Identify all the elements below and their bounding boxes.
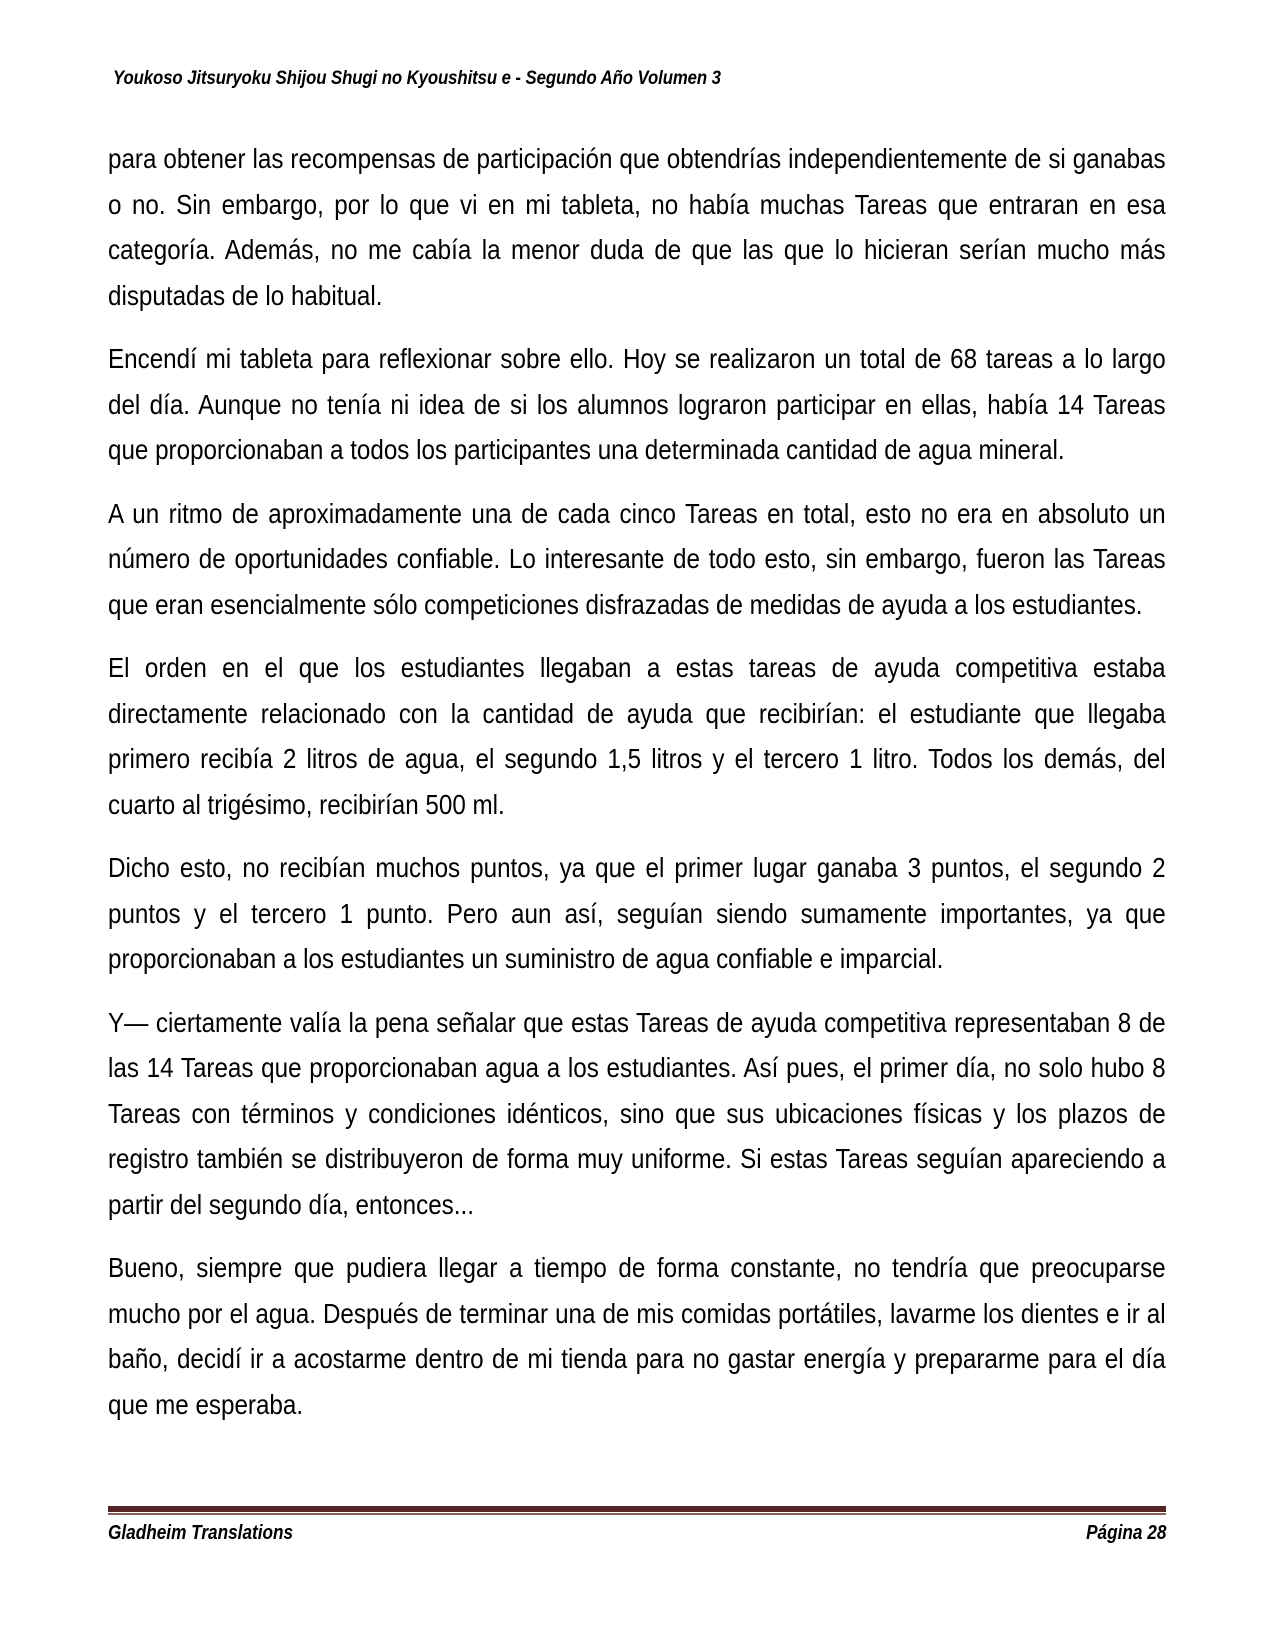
- page-header: [113, 68, 1165, 89]
- footer-divider-thin-bar: [108, 1513, 1166, 1515]
- body-paragraph: A un ritmo de aproximadamente una de cada cinco Tareas en total, esto no era en absoluto un número de oportunidades confiable. Lo interesante de todo esto, sin embargo, fueron las Tareas que eran esencialmente sólo competiciones disfrazadas de medidas de ayuda a los estudiantes.: [108, 497, 1166, 620]
- body-paragraph: para obtener las recompensas de participación que obtendrías independientemente de si ganabas o no. Sin embargo, por lo que vi en mi tableta, no había muchas Tareas que entraran en esa categoría. Además, no me cabía la menor duda de que las que lo hicieran serían mucho más disputadas de lo habitual.: [108, 143, 1166, 311]
- footer-page-number: Página 28: [1085, 1522, 1166, 1544]
- header-title: Youkoso Jitsuryoku Shijou Shugi no Kyoushitsu e - Segundo Año Volumen 3: [113, 67, 721, 89]
- body-paragraph: Bueno, siempre que pudiera llegar a tiempo de forma constante, no tendría que preocuparse mucho por el agua. Después de terminar una de mis comidas portátiles, lavarme los dientes e ir al baño, decidí ir a acostarme dentro de mi tienda para no gastar energía y prepararme para el día que me esperaba.: [108, 1252, 1166, 1420]
- body-paragraph: Dicho esto, no recibían muchos puntos, ya que el primer lugar ganaba 3 puntos, el segundo 2 puntos y el tercero 1 punto. Pero aun así, seguían siendo sumamente importantes, ya que proporcionaban a los estudiantes un suministro de agua confiable e imparcial.: [108, 852, 1166, 974]
- body-paragraph: Encendí mi tableta para reflexionar sobre ello. Hoy se realizaron un total de 68 tareas a lo largo del día. Aunque no tenía ni idea de si los alumnos lograron participar en ellas, había 14 Tareas que proporcionaban a todos los participantes una determinada cantidad de agua mineral.: [108, 343, 1166, 465]
- body-paragraph: El orden en el que los estudiantes llegaban a estas tareas de ayuda competitiva estaba directamente relacionado con la cantidad de ayuda que recibirían: el estudiante que llegaba primero recibía 2 litros de agua, el segundo 1,5 litros y el tercero 1 litro. Todos los demás, del cuarto al trigésimo, recibirían 500 ml.: [108, 652, 1166, 820]
- body-paragraph: Y— ciertamente valía la pena señalar que estas Tareas de ayuda competitiva representaban 8 de las 14 Tareas que proporcionaban agua a los estudiantes. Así pues, el primer día, no solo hubo 8 Tareas con términos y condiciones idénticos, sino que sus ubicaciones físicas y los plazos de registro también se distribuyeron de forma muy uniforme. Si estas Tareas seguían apareciendo a partir del segundo día, entonces...: [108, 1006, 1166, 1220]
- footer-translator-credit: Gladheim Translations: [108, 1522, 294, 1544]
- document-body: [108, 136, 1166, 1427]
- footer-divider: [108, 1506, 1166, 1515]
- page-footer: [108, 1522, 1166, 1545]
